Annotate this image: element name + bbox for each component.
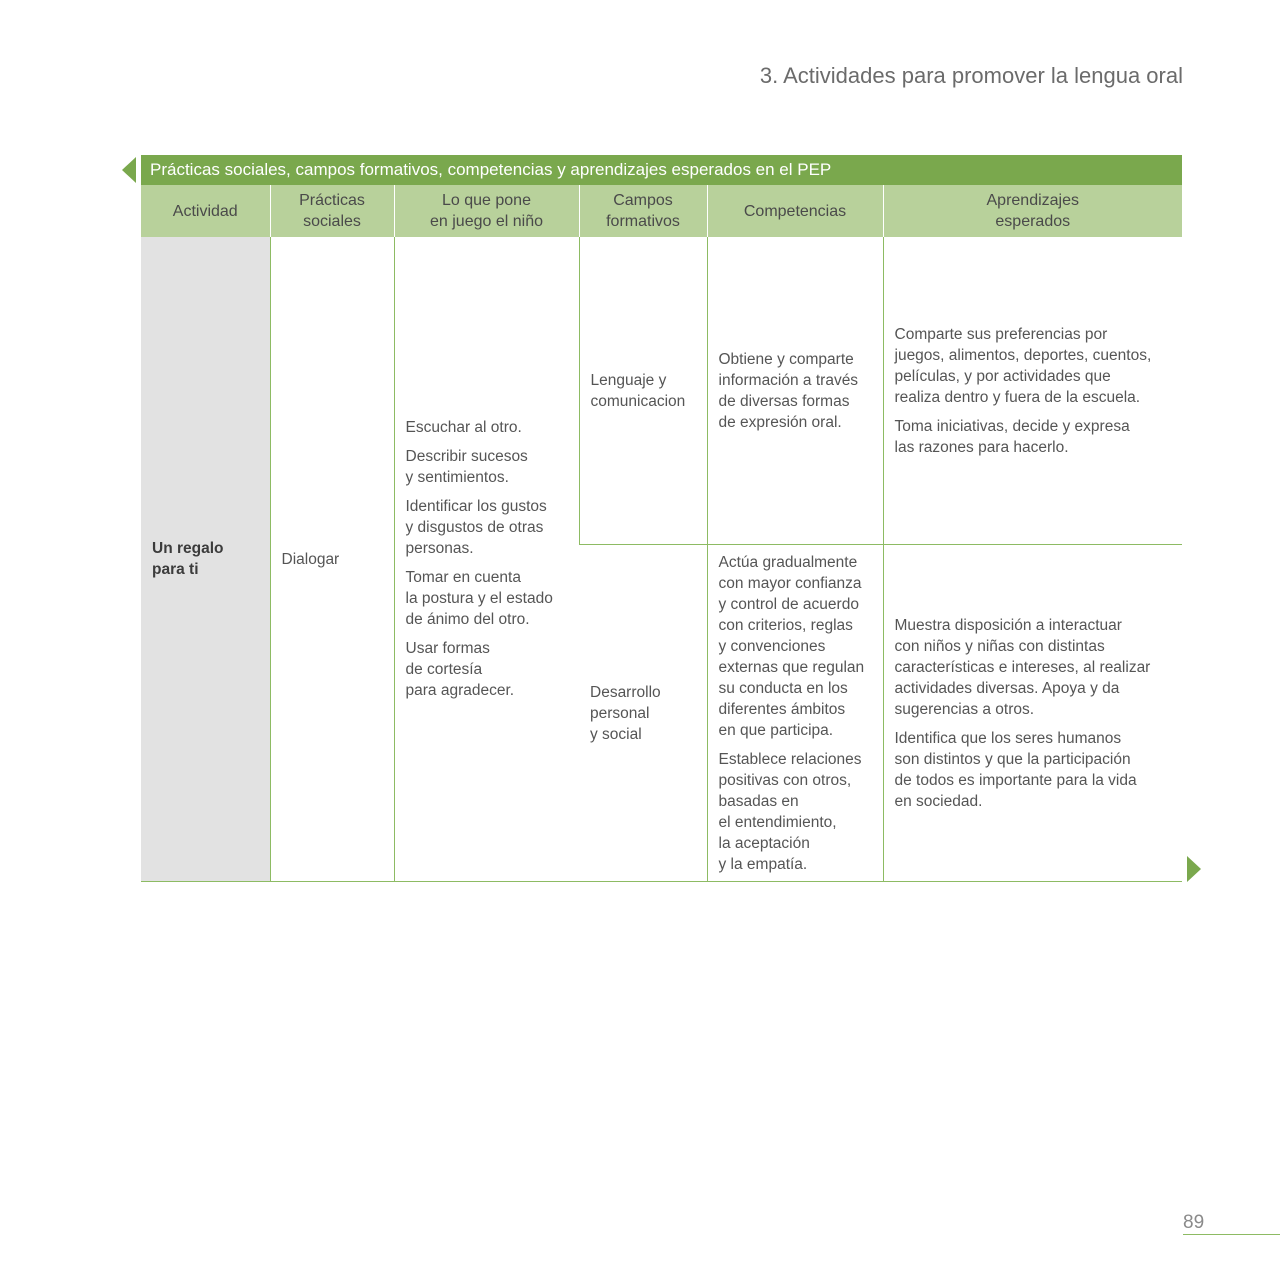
section-title: 3. Actividades para promover la lengua oral: [759, 63, 1183, 88]
table-row: [141, 237, 1182, 545]
aprendizaje-item: Comparte sus preferencias por juegos, alimentos, deportes, cuentos, películas, y por actividades que realiza dentro y fuera de la escuela.: [894, 325, 1152, 406]
aprendizajes-cell: [883, 237, 1182, 545]
practica-cell: Dialogar: [270, 237, 394, 882]
aprendizaje-item: Toma iniciativas, decide y expresa las razones para hacerlo.: [894, 417, 1130, 456]
lo-que-pone-item: Identificar los gustos y disgustos de otras personas.: [405, 498, 547, 557]
column-header-practicas: Prácticas sociales: [270, 185, 394, 237]
lo-que-pone-cell: [394, 237, 579, 882]
lo-que-pone-item: Describir sucesos y sentimientos.: [405, 448, 528, 486]
arrow-left-icon: [122, 157, 136, 183]
competencia-item: Actúa gradualmente con mayor confianza y control de acuerdo con criterios, reglas y convenciones externas que regulan su conducta en los diferentes ámbitos en que participa.: [718, 553, 865, 739]
column-header-actividad: Actividad: [141, 185, 270, 237]
column-header-competencias: Competencias: [707, 185, 883, 237]
lo-que-pone-item: Tomar en cuenta la postura y el estado de ánimo del otro.: [405, 569, 553, 628]
activity-cell: Un regalo para ti: [141, 237, 270, 882]
arrow-right-icon: [1187, 856, 1201, 882]
competencias-cell: [707, 545, 883, 882]
lo-que-pone-item: Escuchar al otro.: [405, 419, 522, 436]
table-caption: Prácticas sociales, campos formativos, competencias y aprendizajes esperados en el PEP: [141, 155, 1182, 185]
footer-rule: [1183, 1234, 1280, 1235]
aprendizaje-item: Identifica que los seres humanos son distintos y que la participación de todos es importante para la vida en sociedad.: [894, 729, 1137, 810]
campo-cell: Lenguaje y comunicacion: [579, 237, 707, 545]
aprendizajes-cell: [883, 545, 1182, 882]
pep-table-container: [141, 155, 1182, 882]
page-number: 89: [1183, 1212, 1205, 1233]
aprendizaje-item: Muestra disposición a interactuar con niños y niñas con distintas características e intereses, al realizar actividades diversas. Apoya y da sugerencias a otros.: [894, 616, 1151, 718]
column-header-lo-que-pone: Lo que pone en juego el niño: [394, 185, 579, 237]
header-row: [141, 185, 1182, 237]
column-header-campos: Campos formativos: [579, 185, 707, 237]
competencia-item: Establece relaciones positivas con otros, basadas en el entendimiento, la aceptación y la empatía.: [718, 750, 862, 873]
lo-que-pone-item: Usar formas de cortesía para agradecer.: [405, 640, 515, 699]
campo-cell: Desarrollo personal y social: [579, 545, 707, 882]
competencia-item: Obtiene y comparte información a través de diversas formas de expresión oral.: [718, 350, 859, 431]
pep-table: [141, 185, 1182, 882]
competencias-cell: [707, 237, 883, 545]
column-header-aprendizajes: Aprendizajes esperados: [883, 185, 1182, 237]
